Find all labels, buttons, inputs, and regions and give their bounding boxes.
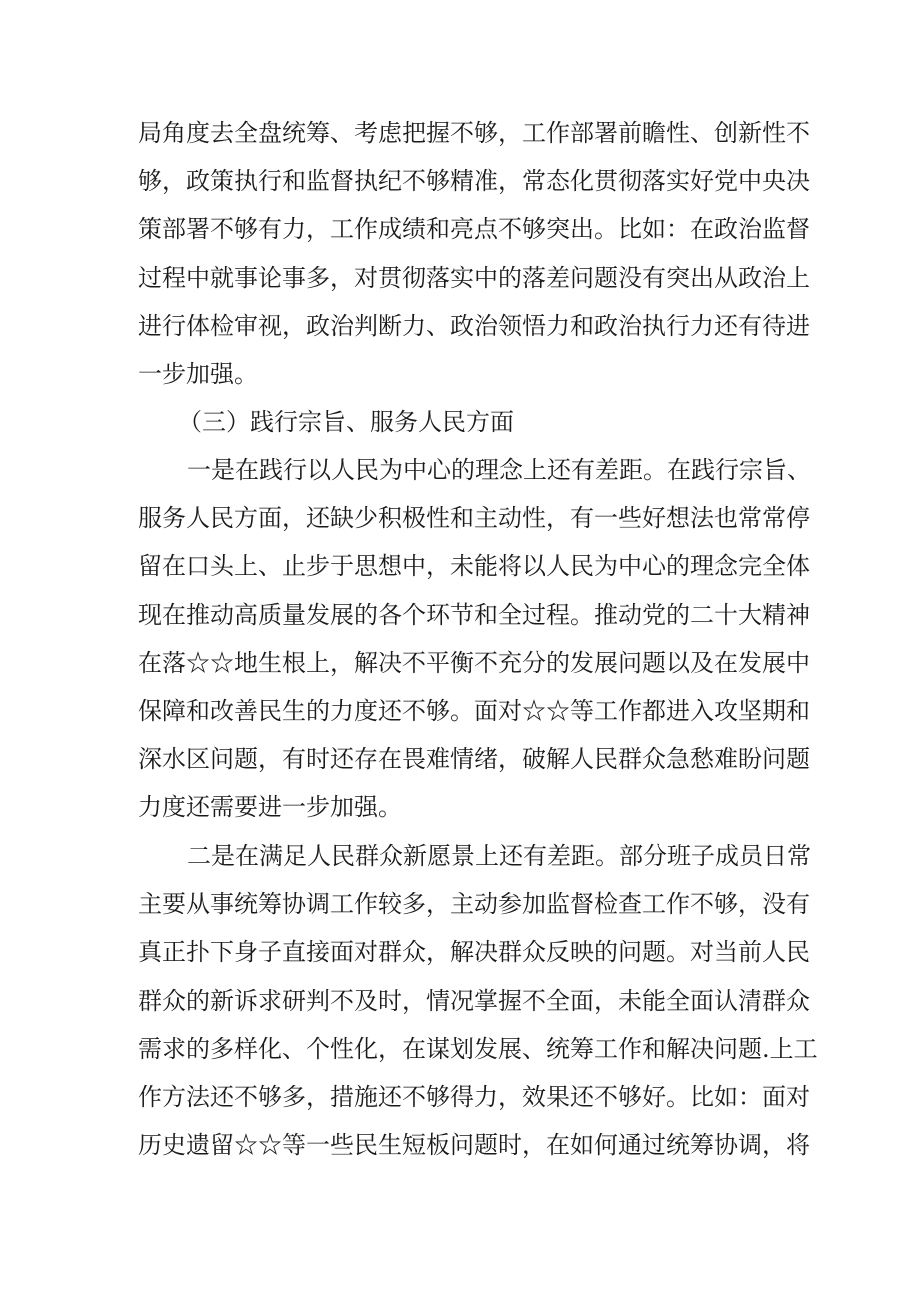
text-line: 力度还需要进一步加强。 <box>138 793 402 822</box>
text-line: 够，政策执行和监督执纪不够精准，常态化贯彻落实好党中央决 <box>138 167 810 196</box>
section-heading-text: （三）践行宗旨、服务人民方面 <box>178 408 514 436</box>
paragraph-3 <box>138 832 818 1169</box>
text-line: 真正扑下身子直接面对群众，解决群众反映的问题。对当前人民 <box>138 938 810 967</box>
text-line: 过程中就事论事多，对贯彻落实中的落差问题没有突出从政治上 <box>138 263 810 292</box>
section-heading <box>138 398 798 446</box>
text-line: 一步加强。 <box>138 359 258 388</box>
text-line: 服务人民方面，还缺少积极性和主动性，有一些好想法也常常停 <box>138 504 810 533</box>
text-line: 历史遗留☆☆等一些民生短板问题时，在如何通过统筹协调，将 <box>138 1131 810 1160</box>
text-line: 作方法还不够多，措施还不够得力，效果还不够好。比如：面对 <box>138 1082 810 1111</box>
text-line: 群众的新诉求研判不及时，情况掌握不全面，未能全面认清群众 <box>138 986 810 1015</box>
text-line: 现在推动高质量发展的各个环节和全过程。推动党的二十大精神 <box>138 600 810 629</box>
text-line: 深水区问题，有时还存在畏难情绪，破解人民群众急愁难盼问题 <box>138 745 810 774</box>
text-line: 进行体检审视，政治判断力、政治领悟力和政治执行力还有待进 <box>138 311 810 340</box>
paragraph-1 <box>138 109 810 398</box>
text-line: 主要从事统筹协调工作较多，主动参加监督检查工作不够，没有 <box>138 890 810 919</box>
text-line: 策部署不够有力，工作成绩和亮点不够突出。比如：在政治监督 <box>138 215 810 244</box>
paragraph-2 <box>138 446 811 832</box>
text-line: 保障和改善民生的力度还不够。面对☆☆等工作都进入攻坚期和 <box>138 696 810 725</box>
text-line: 在落☆☆地生根上，解决不平衡不充分的发展问题以及在发展中 <box>138 648 810 677</box>
text-line: 需求的多样化、个性化，在谋划发展、统筹工作和解决问题.上工 <box>138 1034 818 1063</box>
text-line: 局角度去全盘统筹、考虑把握不够，工作部署前瞻性、创新性不 <box>138 119 810 147</box>
text-line: 留在口头上、止步于思想中，未能将以人民为中心的理念完全体 <box>138 552 810 581</box>
text-line: 二是在满足人民群众新愿景上还有差距。部分班子成员日常 <box>187 842 811 870</box>
text-line: 一是在践行以人民为中心的理念上还有差距。在践行宗旨、 <box>187 456 811 484</box>
